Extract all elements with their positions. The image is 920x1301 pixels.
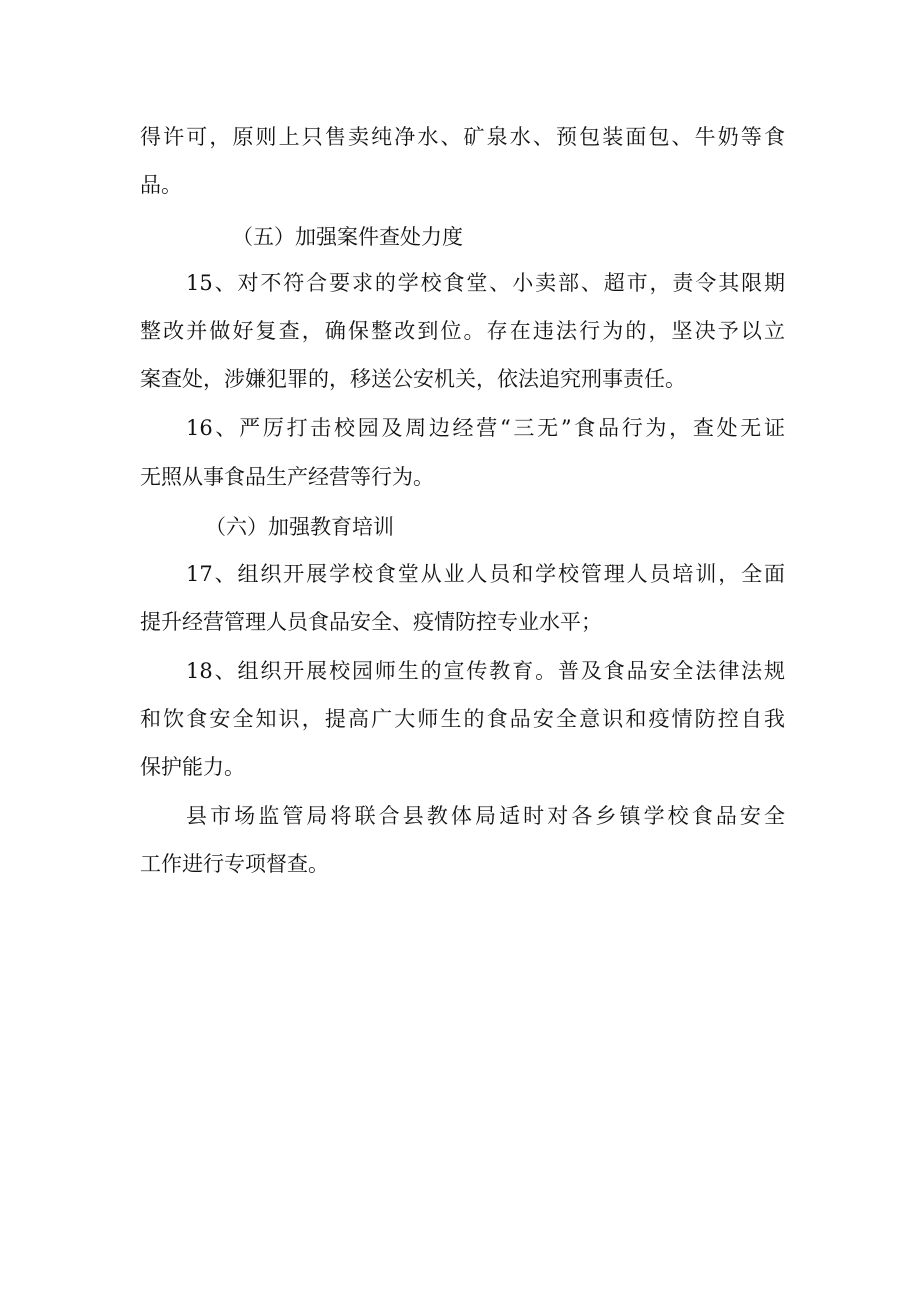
text-line: 品。 [140, 173, 182, 197]
text-line: 保护能力。 [140, 755, 245, 779]
text-line: 16、严厉打击校园及周边经营“三无”食品行为，查处无证 [186, 416, 785, 440]
text-line: 15、对不符合要求的学校食堂、小卖部、超市，责令其限期 [186, 271, 785, 295]
text-line: 无照从事食品生产经营等行为。 [140, 465, 434, 489]
text-line: 和饮食安全知识，提高广大师生的食品安全意识和疫情防控自我 [140, 707, 785, 731]
section-heading-6: （六）加强教育培训 [205, 515, 394, 539]
text-line: 得许可，原则上只售卖纯净水、矿泉水、预包装面包、牛奶等食 [140, 125, 785, 149]
text-line: 17、组织开展学校食堂从业人员和学校管理人员培训，全面 [186, 562, 785, 586]
text-line: 整改并做好复查，确保整改到位。存在违法行为的，坚决予以立 [140, 319, 785, 343]
text-line: 提升经营管理人员食品安全、疫情防控专业水平； [140, 610, 602, 634]
section-heading-5: （五）加强案件查处力度 [232, 225, 463, 249]
text-line: 案查处，涉嫌犯罪的，移送公安机关，依法追究刑事责任。 [140, 367, 686, 391]
text-line: 18、组织开展校园师生的宣传教育。普及食品安全法律法规 [186, 659, 785, 683]
text-line: 工作进行专项督查。 [140, 852, 329, 876]
text-line: 县市场监管局将联合县教体局适时对各乡镇学校食品安全 [186, 804, 785, 828]
